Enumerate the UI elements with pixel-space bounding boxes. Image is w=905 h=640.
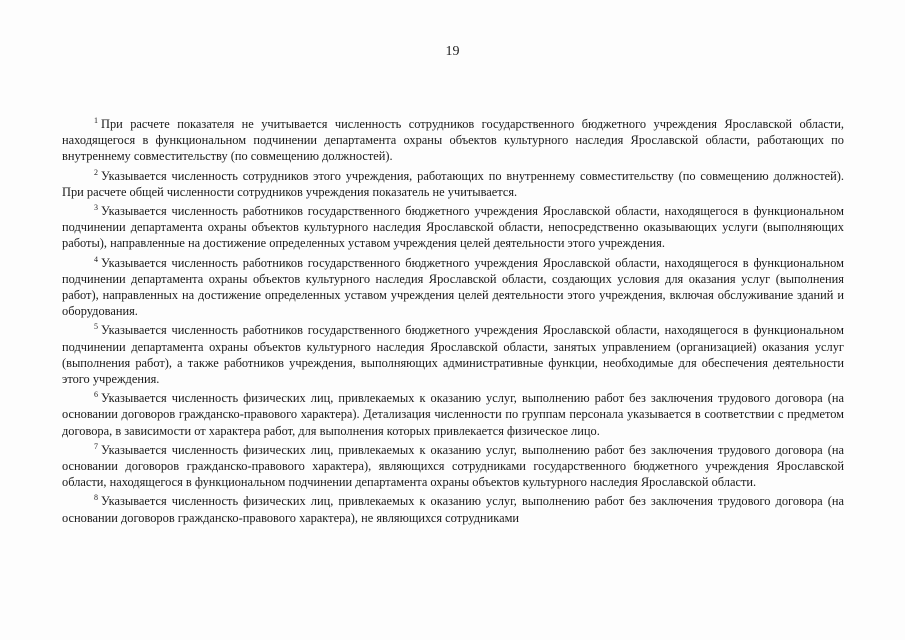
footnote-text: Указывается численность физических лиц, привлекаемых к оказанию услуг, выполнению работ без заключения трудового договора (на основании договоров гражданско-правового характера). Детализация численности по группам персонала указывается в соответствии с предметом договора, в зависимости от характера работ, для выполнения которых привлекается физическое лицо. xyxy=(62,391,844,438)
footnote-1 xyxy=(62,113,844,165)
footnote-number: 1 xyxy=(94,116,98,125)
footnote-text: Указывается численность сотрудников этого учреждения, работающих по внутреннему совместительству (по совмещению должностей). При расчете общей численности сотрудников учреждения показатель не учитывается. xyxy=(62,168,844,199)
footnote-number: 3 xyxy=(94,203,98,213)
footnote-6 xyxy=(62,387,844,439)
footnotes-list xyxy=(62,113,844,526)
footnote-2 xyxy=(62,165,844,200)
footnote-number: 5 xyxy=(94,322,98,332)
footnote-3 xyxy=(62,200,844,252)
footnote-number: 8 xyxy=(94,493,98,503)
footnote-text: Указывается численность работников государственного бюджетного учреждения Ярославской области, находящегося в функциональном подчинении департамента охраны объектов культурного наследия Ярославской области, создающих условия для оказания услуг (выполнения работ), направленных на достижение определенных уставом учреждения целей деятельности этого учреждения, включая обслуживание зданий и оборудования. xyxy=(62,255,844,319)
footnote-4 xyxy=(62,252,844,320)
footnote-text: Указывается численность работников государственного бюджетного учреждения Ярославской области, находящегося в функциональном подчинении департамента охраны объектов культурного наследия Ярославской области, непосредственно оказывающих услуги (выполняющих работы), направленные на достижение определенных уставом учреждения целей деятельности этого учреждения. xyxy=(62,204,844,251)
footnote-number: 4 xyxy=(94,254,98,264)
footnote-number: 7 xyxy=(94,441,98,451)
footnote-5 xyxy=(62,319,844,387)
page-number: 19 xyxy=(445,44,460,59)
footnote-number: 2 xyxy=(94,167,98,177)
footnote-text: Указывается численность работников государственного бюджетного учреждения Ярославской области, находящегося в функциональном подчинении департамента охраны объектов культурного наследия Ярославской области, занятых управлением (организацией) оказания услуг (выполнения работ), а также работников учреждения, выполняющих административные функции, необходимые для обеспечения деятельности этого учреждения. xyxy=(62,323,844,387)
footnote-text: При расчете показателя не учитывается численность сотрудников государственного бюджетного учреждения Ярославской области, находящегося в функциональном подчинении департамента охраны объектов культурного наследия Ярославской области, работающих по внутреннему совместительству (по совмещению должностей). xyxy=(62,117,844,164)
footnote-text: Указывается численность физических лиц, привлекаемых к оказанию услуг, выполнению работ без заключения трудового договора (на основании договоров гражданско-правового характера), не являющихся сотрудниками xyxy=(62,494,844,525)
footnote-8 xyxy=(62,490,844,525)
footnote-7 xyxy=(62,439,844,491)
footnote-text: Указывается численность физических лиц, привлекаемых к оказанию услуг, выполнению работ без заключения трудового договора (на основании договоров гражданско-правового характера), являющихся сотрудниками государственного бюджетного учреждения Ярославской области, находящегося в функциональном подчинении департамента охраны объектов культурного наследия Ярославской области. xyxy=(62,442,844,490)
footnote-number: 6 xyxy=(94,390,98,400)
